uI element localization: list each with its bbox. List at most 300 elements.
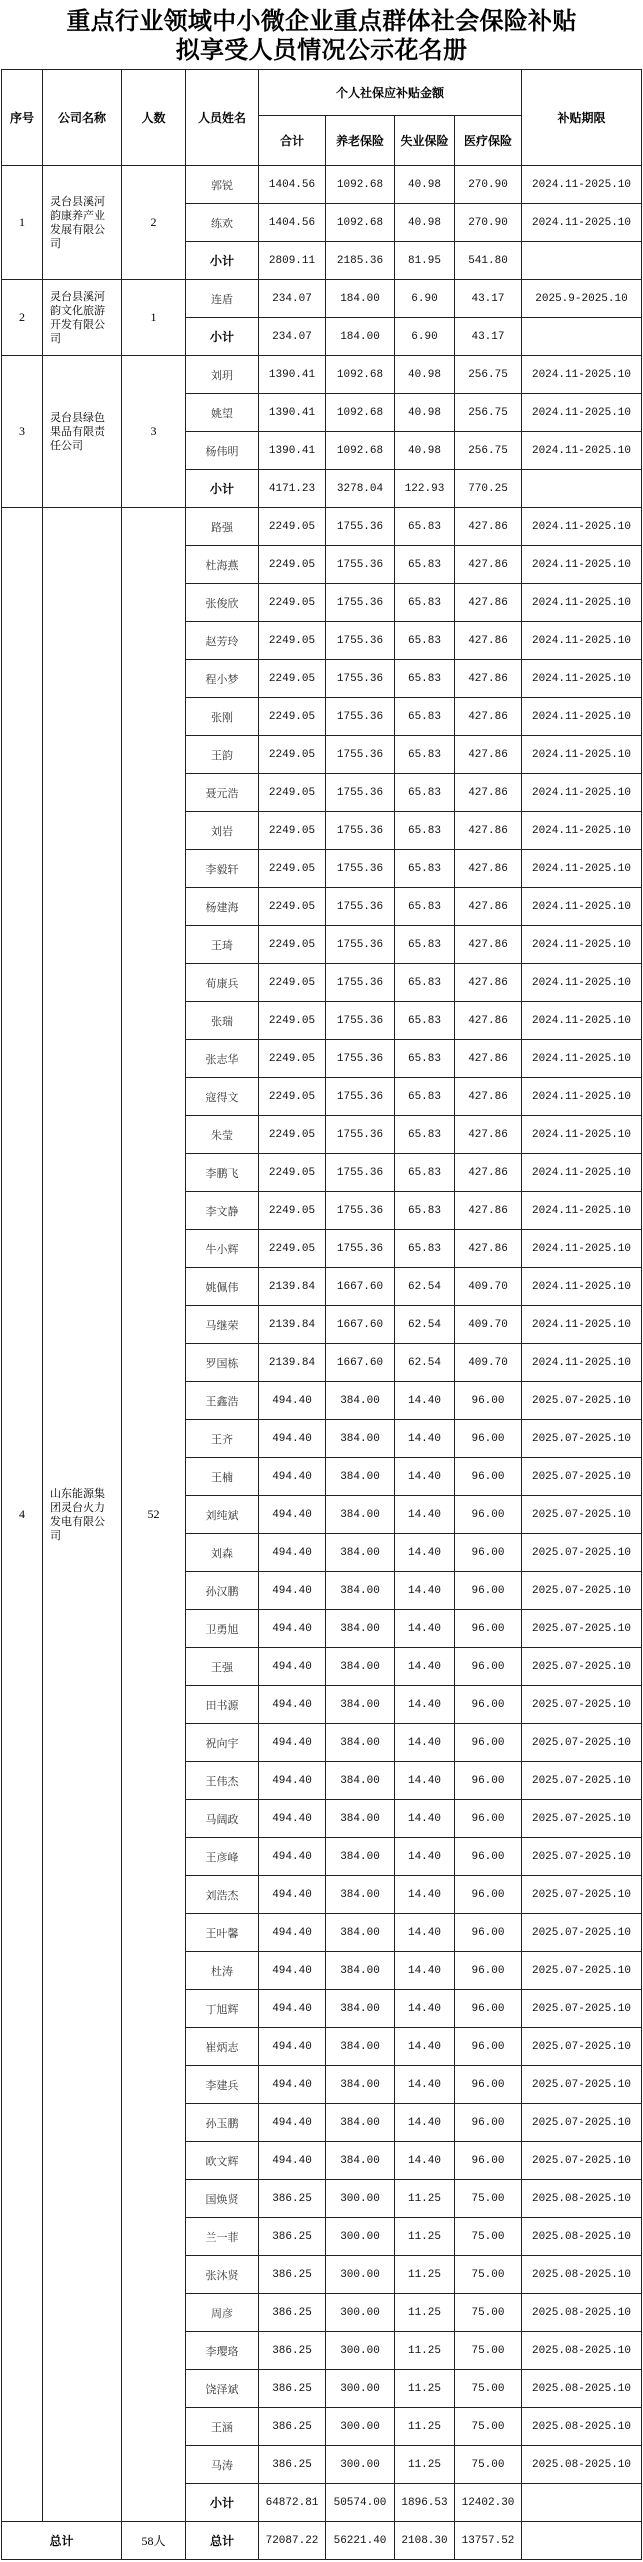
total-amount-cell: 2249.05 (259, 774, 326, 812)
subsidy-period-cell: 2024.11-2025.10 (522, 1344, 642, 1382)
pension-amount-cell: 1755.36 (326, 1002, 395, 1040)
pension-amount-cell: 384.00 (326, 1990, 395, 2028)
unemployment-amount-cell: 14.40 (395, 1952, 455, 1990)
pension-amount-cell: 1755.36 (326, 546, 395, 584)
subsidy-period-cell: 2025.07-2025.10 (522, 2104, 642, 2142)
pension-amount-cell: 1092.68 (326, 356, 395, 394)
subsidy-period-cell: 2024.11-2025.10 (522, 850, 642, 888)
medical-amount-cell: 96.00 (455, 1534, 522, 1572)
unemployment-amount-cell: 65.83 (395, 622, 455, 660)
total-amount-cell: 494.40 (259, 1572, 326, 1610)
person-name-cell: 练欢 (186, 204, 259, 242)
total-amount-cell: 386.25 (259, 2294, 326, 2332)
pension-amount-cell: 300.00 (326, 2180, 395, 2218)
pension-amount-cell: 1755.36 (326, 508, 395, 546)
total-amount-cell: 2249.05 (259, 812, 326, 850)
seq-cell: 1 (2, 166, 43, 280)
pension-amount-cell: 384.00 (326, 1914, 395, 1952)
header-seq: 序号 (2, 70, 43, 166)
medical-amount-cell: 75.00 (455, 2294, 522, 2332)
pension-amount-cell: 1755.36 (326, 622, 395, 660)
unemployment-amount-cell: 11.25 (395, 2218, 455, 2256)
person-name-cell: 李璎珞 (186, 2332, 259, 2370)
header-company: 公司名称 (43, 70, 122, 166)
pension-amount-cell: 1667.60 (326, 1306, 395, 1344)
subsidy-period-cell: 2025.07-2025.10 (522, 1762, 642, 1800)
medical-amount-cell: 427.86 (455, 1154, 522, 1192)
unemployment-amount-cell: 14.40 (395, 2104, 455, 2142)
subsidy-period-cell: 2025.08-2025.10 (522, 2408, 642, 2446)
medical-amount-cell: 75.00 (455, 2256, 522, 2294)
total-amount-cell: 2139.84 (259, 1268, 326, 1306)
unemployment-amount-cell: 11.25 (395, 2408, 455, 2446)
person-name-cell: 王楠 (186, 1458, 259, 1496)
total-amount-cell: 494.40 (259, 1534, 326, 1572)
total-amount-cell: 2249.05 (259, 1040, 326, 1078)
person-name-cell: 丁旭辉 (186, 1990, 259, 2028)
person-name-cell: 张俊欣 (186, 584, 259, 622)
pension-amount-cell: 184.00 (326, 280, 395, 318)
subsidy-period-cell: 2024.11-2025.10 (522, 584, 642, 622)
pension-amount-cell: 1755.36 (326, 1230, 395, 1268)
person-name-cell: 田书源 (186, 1686, 259, 1724)
total-amount-cell: 2249.05 (259, 660, 326, 698)
total-amount-cell: 1404.56 (259, 204, 326, 242)
unemployment-amount-cell: 65.83 (395, 1040, 455, 1078)
person-name-cell: 李建兵 (186, 2066, 259, 2104)
medical-amount-cell: 96.00 (455, 1382, 522, 1420)
unemployment-amount-cell: 65.83 (395, 508, 455, 546)
person-name-cell: 崔炳志 (186, 2028, 259, 2066)
person-name-cell: 聂元浩 (186, 774, 259, 812)
subsidy-period-cell: 2024.11-2025.10 (522, 394, 642, 432)
pension-amount-cell: 1755.36 (326, 698, 395, 736)
pension-amount-cell: 300.00 (326, 2446, 395, 2484)
unemployment-amount-cell: 65.83 (395, 660, 455, 698)
person-name-cell: 刘岩 (186, 812, 259, 850)
person-name-cell: 饶泽斌 (186, 2370, 259, 2408)
medical-amount-cell: 75.00 (455, 2180, 522, 2218)
pension-amount-cell: 384.00 (326, 1686, 395, 1724)
pension-amount-cell: 1755.36 (326, 888, 395, 926)
medical-amount-cell: 96.00 (455, 2028, 522, 2066)
unemployment-amount-cell: 14.40 (395, 1420, 455, 1458)
unemployment-amount-cell: 14.40 (395, 1914, 455, 1952)
unemployment-amount-cell: 65.83 (395, 774, 455, 812)
person-name-cell: 朱莹 (186, 1116, 259, 1154)
person-name-cell: 王叶馨 (186, 1914, 259, 1952)
medical-amount-cell: 43.17 (455, 280, 522, 318)
header-unemployment: 失业保险 (395, 116, 455, 166)
pension-amount-cell: 1092.68 (326, 432, 395, 470)
subtotal-period-cell (522, 2484, 642, 2522)
subtotal-period-cell (522, 470, 642, 508)
total-amount-cell: 2249.05 (259, 736, 326, 774)
subsidy-period-cell: 2025.07-2025.10 (522, 1572, 642, 1610)
total-amount-cell: 494.40 (259, 1914, 326, 1952)
subsidy-period-cell: 2025.08-2025.10 (522, 2218, 642, 2256)
person-name-cell: 王彦峰 (186, 1838, 259, 1876)
subsidy-period-cell: 2025.07-2025.10 (522, 1724, 642, 1762)
title-line-2: 拟享受人员情况公示花名册 (175, 35, 468, 64)
headcount-cell: 2 (122, 166, 186, 280)
pension-amount-cell: 1755.36 (326, 1116, 395, 1154)
header-subsidy-period: 补贴期限 (522, 70, 642, 166)
subsidy-period-cell: 2024.11-2025.10 (522, 432, 642, 470)
pension-amount-cell: 384.00 (326, 2142, 395, 2180)
total-amount-cell: 386.25 (259, 2370, 326, 2408)
pension-amount-cell: 1092.68 (326, 204, 395, 242)
subsidy-period-cell: 2025.07-2025.10 (522, 2142, 642, 2180)
medical-amount-cell: 409.70 (455, 1344, 522, 1382)
unemployment-amount-cell: 62.54 (395, 1268, 455, 1306)
roster-table (1, 69, 642, 2560)
unemployment-amount-cell: 14.40 (395, 1382, 455, 1420)
subsidy-period-cell: 2024.11-2025.10 (522, 546, 642, 584)
pension-amount-cell: 300.00 (326, 2370, 395, 2408)
total-amount-cell: 494.40 (259, 1724, 326, 1762)
subtotal-total-amount-cell: 2809.11 (259, 242, 326, 280)
subsidy-period-cell: 2024.11-2025.10 (522, 1192, 642, 1230)
total-amount-cell: 494.40 (259, 1876, 326, 1914)
subtotal-unemployment-amount-cell: 81.95 (395, 242, 455, 280)
total-amount-cell: 2249.05 (259, 1230, 326, 1268)
subtotal-label: 小计 (186, 2484, 259, 2522)
subsidy-period-cell: 2024.11-2025.10 (522, 774, 642, 812)
subsidy-period-cell: 2025.08-2025.10 (522, 2370, 642, 2408)
pension-amount-cell: 384.00 (326, 1572, 395, 1610)
person-name-cell: 张刚 (186, 698, 259, 736)
unemployment-amount-cell: 14.40 (395, 1610, 455, 1648)
medical-amount-cell: 427.86 (455, 1040, 522, 1078)
person-name-cell: 马阔政 (186, 1800, 259, 1838)
person-name-cell: 杨建海 (186, 888, 259, 926)
total-amount-cell: 2249.05 (259, 888, 326, 926)
subsidy-period-cell: 2025.07-2025.10 (522, 1648, 642, 1686)
total-amount-cell: 494.40 (259, 1762, 326, 1800)
person-name-cell: 王韵 (186, 736, 259, 774)
medical-amount-cell: 75.00 (455, 2446, 522, 2484)
grand-total-medical-amount-cell: 13757.52 (455, 2522, 522, 2560)
total-amount-cell: 386.25 (259, 2256, 326, 2294)
person-name-cell: 李毅轩 (186, 850, 259, 888)
subtotal-medical-amount-cell: 770.25 (455, 470, 522, 508)
grand-total-unemployment-amount-cell: 2108.30 (395, 2522, 455, 2560)
subsidy-period-cell: 2025.07-2025.10 (522, 1534, 642, 1572)
person-name-cell: 张沐贤 (186, 2256, 259, 2294)
person-name-cell: 孙玉鹏 (186, 2104, 259, 2142)
unemployment-amount-cell: 14.40 (395, 1496, 455, 1534)
person-name-cell: 刘浩杰 (186, 1876, 259, 1914)
unemployment-amount-cell: 11.25 (395, 2446, 455, 2484)
medical-amount-cell: 96.00 (455, 1648, 522, 1686)
company-name-cell: 灵台县溪河韵康养产业发展有限公司 (43, 166, 122, 280)
document-title (0, 0, 643, 69)
header-headcount: 人数 (122, 70, 186, 166)
unemployment-amount-cell: 65.83 (395, 1002, 455, 1040)
pension-amount-cell: 1755.36 (326, 964, 395, 1002)
total-amount-cell: 494.40 (259, 2066, 326, 2104)
unemployment-amount-cell: 14.40 (395, 1458, 455, 1496)
person-name-cell: 孙汉鹏 (186, 1572, 259, 1610)
unemployment-amount-cell: 14.40 (395, 1990, 455, 2028)
medical-amount-cell: 75.00 (455, 2370, 522, 2408)
total-amount-cell: 386.25 (259, 2218, 326, 2256)
pension-amount-cell: 384.00 (326, 1610, 395, 1648)
subsidy-period-cell: 2024.11-2025.10 (522, 1002, 642, 1040)
subsidy-period-cell: 2024.11-2025.10 (522, 204, 642, 242)
company-name-cell: 灵台县溪河韵文化旅游开发有限公司 (43, 280, 122, 356)
grand-total-label: 总计 (2, 2522, 122, 2560)
unemployment-amount-cell: 62.54 (395, 1306, 455, 1344)
person-name-cell: 牛小辉 (186, 1230, 259, 1268)
unemployment-amount-cell: 65.83 (395, 1116, 455, 1154)
person-name-cell: 杨伟明 (186, 432, 259, 470)
seq-cell: 3 (2, 356, 43, 508)
header-person-name: 人员姓名 (186, 70, 259, 166)
unemployment-amount-cell: 65.83 (395, 964, 455, 1002)
pension-amount-cell: 384.00 (326, 1800, 395, 1838)
medical-amount-cell: 96.00 (455, 1800, 522, 1838)
person-name-cell: 郭锐 (186, 166, 259, 204)
medical-amount-cell: 427.86 (455, 622, 522, 660)
total-amount-cell: 494.40 (259, 1458, 326, 1496)
total-amount-cell: 1390.41 (259, 394, 326, 432)
pension-amount-cell: 384.00 (326, 1876, 395, 1914)
headcount-cell: 3 (122, 356, 186, 508)
subsidy-period-cell: 2025.07-2025.10 (522, 1876, 642, 1914)
subsidy-period-cell: 2024.11-2025.10 (522, 1230, 642, 1268)
total-amount-cell: 2139.84 (259, 1306, 326, 1344)
grand-total-period-cell (522, 2522, 642, 2560)
person-name-cell: 程小梦 (186, 660, 259, 698)
total-amount-cell: 494.40 (259, 2142, 326, 2180)
pension-amount-cell: 384.00 (326, 1382, 395, 1420)
subsidy-period-cell: 2025.07-2025.10 (522, 1838, 642, 1876)
title-line-1: 重点行业领域中小微企业重点群体社会保险补贴 (66, 6, 577, 35)
unemployment-amount-cell: 40.98 (395, 394, 455, 432)
pension-amount-cell: 1667.60 (326, 1268, 395, 1306)
medical-amount-cell: 75.00 (455, 2218, 522, 2256)
unemployment-amount-cell: 14.40 (395, 1800, 455, 1838)
subsidy-period-cell: 2025.08-2025.10 (522, 2446, 642, 2484)
unemployment-amount-cell: 65.83 (395, 850, 455, 888)
unemployment-amount-cell: 40.98 (395, 166, 455, 204)
pension-amount-cell: 1755.36 (326, 850, 395, 888)
subtotal-unemployment-amount-cell: 122.93 (395, 470, 455, 508)
subtotal-pension-amount-cell: 2185.36 (326, 242, 395, 280)
medical-amount-cell: 256.75 (455, 394, 522, 432)
unemployment-amount-cell: 40.98 (395, 204, 455, 242)
unemployment-amount-cell: 65.83 (395, 1154, 455, 1192)
subsidy-period-cell: 2025.08-2025.10 (522, 2332, 642, 2370)
medical-amount-cell: 96.00 (455, 1420, 522, 1458)
medical-amount-cell: 96.00 (455, 1610, 522, 1648)
total-amount-cell: 386.25 (259, 2446, 326, 2484)
unemployment-amount-cell: 65.83 (395, 1078, 455, 1116)
medical-amount-cell: 427.86 (455, 1192, 522, 1230)
person-name-cell: 王伟杰 (186, 1762, 259, 1800)
subsidy-period-cell: 2024.11-2025.10 (522, 660, 642, 698)
pension-amount-cell: 1755.36 (326, 1154, 395, 1192)
person-name-cell: 张志华 (186, 1040, 259, 1078)
person-name-cell: 姚望 (186, 394, 259, 432)
pension-amount-cell: 1755.36 (326, 926, 395, 964)
pension-amount-cell: 384.00 (326, 1724, 395, 1762)
total-amount-cell: 494.40 (259, 2028, 326, 2066)
unemployment-amount-cell: 6.90 (395, 280, 455, 318)
pension-amount-cell: 384.00 (326, 1952, 395, 1990)
unemployment-amount-cell: 14.40 (395, 1648, 455, 1686)
pension-amount-cell: 1755.36 (326, 1192, 395, 1230)
subtotal-medical-amount-cell: 43.17 (455, 318, 522, 356)
unemployment-amount-cell: 11.25 (395, 2332, 455, 2370)
unemployment-amount-cell: 11.25 (395, 2256, 455, 2294)
pension-amount-cell: 384.00 (326, 1534, 395, 1572)
subsidy-period-cell: 2025.07-2025.10 (522, 1952, 642, 1990)
pension-amount-cell: 1755.36 (326, 812, 395, 850)
grand-total-name-label: 总计 (186, 2522, 259, 2560)
medical-amount-cell: 96.00 (455, 1496, 522, 1534)
total-amount-cell: 2249.05 (259, 1002, 326, 1040)
subsidy-period-cell: 2024.11-2025.10 (522, 1078, 642, 1116)
subtotal-pension-amount-cell: 50574.00 (326, 2484, 395, 2522)
person-name-cell: 刘玥 (186, 356, 259, 394)
unemployment-amount-cell: 11.25 (395, 2180, 455, 2218)
subsidy-period-cell: 2025.07-2025.10 (522, 1800, 642, 1838)
unemployment-amount-cell: 14.40 (395, 2028, 455, 2066)
pension-amount-cell: 384.00 (326, 1496, 395, 1534)
total-amount-cell: 494.40 (259, 1800, 326, 1838)
pension-amount-cell: 384.00 (326, 1458, 395, 1496)
medical-amount-cell: 96.00 (455, 1686, 522, 1724)
subsidy-period-cell: 2024.11-2025.10 (522, 812, 642, 850)
person-name-cell: 马涛 (186, 2446, 259, 2484)
medical-amount-cell: 427.86 (455, 888, 522, 926)
medical-amount-cell: 75.00 (455, 2408, 522, 2446)
total-amount-cell: 2249.05 (259, 964, 326, 1002)
pension-amount-cell: 1755.36 (326, 584, 395, 622)
total-amount-cell: 494.40 (259, 1496, 326, 1534)
pension-amount-cell: 1667.60 (326, 1344, 395, 1382)
total-amount-cell: 494.40 (259, 1838, 326, 1876)
person-name-cell: 王鑫浩 (186, 1382, 259, 1420)
subsidy-period-cell: 2025.08-2025.10 (522, 2180, 642, 2218)
medical-amount-cell: 427.86 (455, 926, 522, 964)
unemployment-amount-cell: 65.83 (395, 888, 455, 926)
total-amount-cell: 494.40 (259, 1610, 326, 1648)
total-amount-cell: 1390.41 (259, 432, 326, 470)
pension-amount-cell: 1092.68 (326, 394, 395, 432)
medical-amount-cell: 427.86 (455, 736, 522, 774)
pension-amount-cell: 1755.36 (326, 1078, 395, 1116)
subsidy-period-cell: 2025.07-2025.10 (522, 2028, 642, 2066)
person-name-cell: 李文静 (186, 1192, 259, 1230)
subtotal-unemployment-amount-cell: 1896.53 (395, 2484, 455, 2522)
person-name-cell: 杜涛 (186, 1952, 259, 1990)
unemployment-amount-cell: 40.98 (395, 356, 455, 394)
subsidy-period-cell: 2024.11-2025.10 (522, 622, 642, 660)
total-amount-cell: 2249.05 (259, 1192, 326, 1230)
unemployment-amount-cell: 14.40 (395, 1724, 455, 1762)
headcount-cell: 1 (122, 280, 186, 356)
subsidy-period-cell: 2024.11-2025.10 (522, 926, 642, 964)
subsidy-period-cell: 2024.11-2025.10 (522, 1116, 642, 1154)
total-amount-cell: 494.40 (259, 1648, 326, 1686)
medical-amount-cell: 409.70 (455, 1268, 522, 1306)
subtotal-medical-amount-cell: 12402.30 (455, 2484, 522, 2522)
total-amount-cell: 234.07 (259, 280, 326, 318)
subsidy-period-cell: 2025.9-2025.10 (522, 280, 642, 318)
person-name-cell: 刘森 (186, 1534, 259, 1572)
medical-amount-cell: 96.00 (455, 1572, 522, 1610)
unemployment-amount-cell: 65.83 (395, 1192, 455, 1230)
medical-amount-cell: 427.86 (455, 1230, 522, 1268)
seq-cell: 2 (2, 280, 43, 356)
total-amount-cell: 2139.84 (259, 1344, 326, 1382)
medical-amount-cell: 270.90 (455, 204, 522, 242)
subtotal-label: 小计 (186, 242, 259, 280)
unemployment-amount-cell: 65.83 (395, 1230, 455, 1268)
total-amount-cell: 386.25 (259, 2180, 326, 2218)
medical-amount-cell: 427.86 (455, 1002, 522, 1040)
person-name-cell: 罗国栋 (186, 1344, 259, 1382)
medical-amount-cell: 427.86 (455, 1078, 522, 1116)
person-name-cell: 国焕贤 (186, 2180, 259, 2218)
medical-amount-cell: 427.86 (455, 546, 522, 584)
total-amount-cell: 494.40 (259, 1420, 326, 1458)
header-total: 合计 (259, 116, 326, 166)
pension-amount-cell: 384.00 (326, 1838, 395, 1876)
header-amount-group: 个人社保应补贴金额 (259, 70, 522, 116)
medical-amount-cell: 409.70 (455, 1306, 522, 1344)
total-amount-cell: 494.40 (259, 2104, 326, 2142)
person-name-cell: 欧文辉 (186, 2142, 259, 2180)
unemployment-amount-cell: 65.83 (395, 926, 455, 964)
medical-amount-cell: 96.00 (455, 2066, 522, 2104)
subsidy-period-cell: 2024.11-2025.10 (522, 1154, 642, 1192)
medical-amount-cell: 427.86 (455, 1116, 522, 1154)
medical-amount-cell: 96.00 (455, 2104, 522, 2142)
medical-amount-cell: 96.00 (455, 1876, 522, 1914)
total-amount-cell: 2249.05 (259, 1154, 326, 1192)
medical-amount-cell: 427.86 (455, 584, 522, 622)
pension-amount-cell: 300.00 (326, 2294, 395, 2332)
medical-amount-cell: 75.00 (455, 2332, 522, 2370)
person-name-cell: 王强 (186, 1648, 259, 1686)
person-name-cell: 杜海燕 (186, 546, 259, 584)
total-amount-cell: 494.40 (259, 1990, 326, 2028)
unemployment-amount-cell: 14.40 (395, 2066, 455, 2104)
medical-amount-cell: 427.86 (455, 660, 522, 698)
subsidy-period-cell: 2025.07-2025.10 (522, 1990, 642, 2028)
pension-amount-cell: 384.00 (326, 1762, 395, 1800)
subsidy-period-cell: 2024.11-2025.10 (522, 964, 642, 1002)
total-amount-cell: 494.40 (259, 1382, 326, 1420)
subtotal-total-amount-cell: 4171.23 (259, 470, 326, 508)
unemployment-amount-cell: 65.83 (395, 736, 455, 774)
total-amount-cell: 2249.05 (259, 1116, 326, 1154)
subsidy-period-cell: 2024.11-2025.10 (522, 736, 642, 774)
total-amount-cell: 2249.05 (259, 546, 326, 584)
unemployment-amount-cell: 14.40 (395, 1762, 455, 1800)
medical-amount-cell: 427.86 (455, 850, 522, 888)
total-amount-cell: 386.25 (259, 2408, 326, 2446)
total-amount-cell: 2249.05 (259, 850, 326, 888)
total-amount-cell: 494.40 (259, 1952, 326, 1990)
subsidy-period-cell: 2025.07-2025.10 (522, 1458, 642, 1496)
subsidy-period-cell: 2024.11-2025.10 (522, 508, 642, 546)
